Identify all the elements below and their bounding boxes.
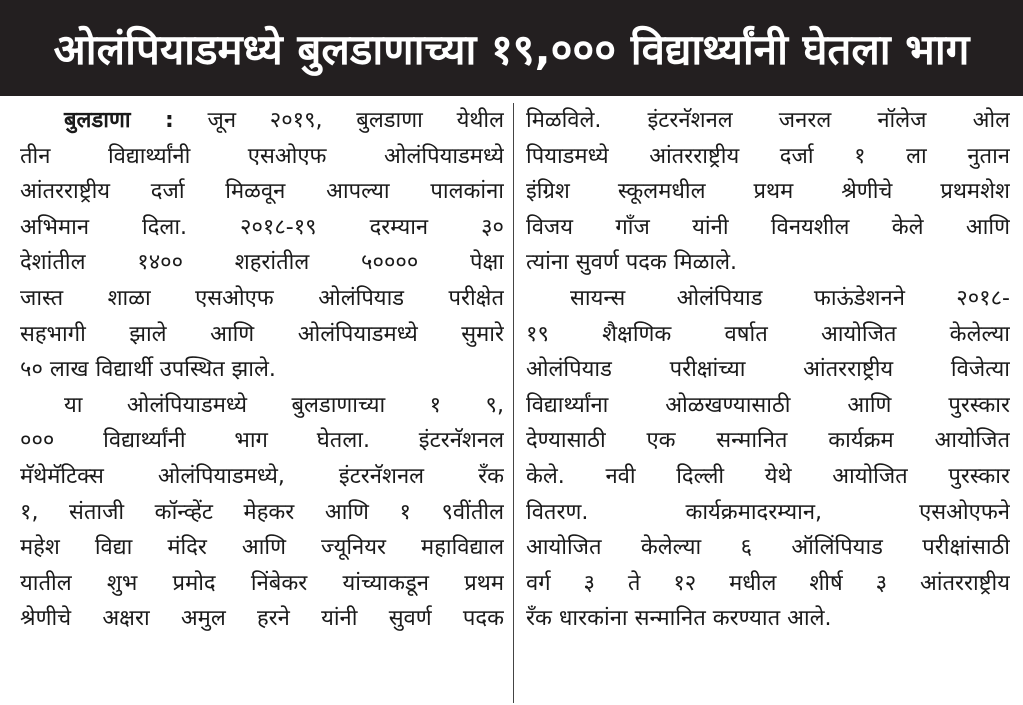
article-line: केले. नवी दिल्ली येथे आयोजित पुरस्कार	[526, 463, 1010, 489]
article-line: आंतरराष्ट्रीय दर्जा मिळवून आपल्या पालकांना	[20, 179, 504, 205]
article-line: देशांतील १४०० शहरांतील ५०००० पेक्षा	[20, 250, 504, 276]
article-line: अभिमान दिला. २०१८-१९ दरम्यान ३०	[20, 214, 504, 240]
article-line: यातील शुभ प्रमोद निंबेकर यांच्याकडून प्रथम	[20, 570, 504, 596]
article-line: मिळविले. इंटरनॅशनल जनरल नॉलेज ओल	[526, 108, 1010, 133]
left-column	[20, 103, 504, 637]
article-line: महेश विद्या मंदिर आणि ज्यूनियर महाविद्याल	[20, 535, 504, 561]
article-line: या ओलंपियाडमध्ये बुलडाणाच्या १ ९,	[64, 392, 504, 418]
article-line: १९ शैक्षणिक वर्षात आयोजित केलेल्या	[526, 321, 1010, 347]
column-divider	[513, 103, 514, 703]
dateline: बुलडाणा :	[64, 108, 174, 133]
article-line: १, संताजी कॉन्व्हेंट मेहकर आणि १ ९वींतील	[20, 499, 504, 525]
article-line: रँक धारकांना सन्मानित करण्यात आले.	[526, 606, 832, 632]
article-line: तीन विद्यार्थ्यांनी एसओएफ ओलंपियाडमध्ये	[20, 143, 504, 169]
article-line: देण्यासाठी एक सन्मानित कार्यक्रम आयोजित	[526, 428, 1010, 454]
article-line: श्रेणीचे अक्षरा अमुल हरने यांनी सुवर्ण पदक	[20, 606, 504, 632]
article-line: जास्त शाळा एसओएफ ओलंपियाड परीक्षेत	[20, 285, 504, 311]
right-column	[526, 103, 1010, 637]
article-line: विद्यार्थ्यांना ओळखण्यासाठी आणि पुरस्कार	[526, 392, 1010, 418]
article-line: सायन्स ओलंपियाड फाऊंडेशनने २०१८-	[570, 285, 1010, 311]
article-line: वर्ग ३ ते १२ मधील शीर्ष ३ आंतरराष्ट्रीय	[526, 570, 1010, 596]
article-line: इंग्रिश स्कूलमधील प्रथम श्रेणीचे प्रथमशेश	[526, 179, 1010, 205]
article-line: ००० विद्यार्थ्यांनी भाग घेतला. इंटरनॅशनल	[20, 428, 504, 454]
article-line: ५० लाख विद्यार्थी उपस्थित झाले.	[20, 357, 276, 383]
article-line: ओलंपियाड परीक्षांच्या आंतरराष्ट्रीय विजेत्या	[526, 357, 1010, 383]
headline: ओलंपियाडमध्ये बुलडाणाच्या १९,००० विद्यार्थ्यांनी घेतला भाग	[0, 0, 1023, 96]
article-line: आयोजित केलेल्या ६ ऑलिंपियाड परीक्षांसाठी	[526, 535, 1010, 561]
article-line: पियाडमध्ये आंतरराष्ट्रीय दर्जा १ ला नुतान	[526, 143, 1010, 169]
article-line	[20, 103, 504, 139]
article-line: मॅथेमॅटिक्स ओलंपियाडमध्ये, इंटरनॅशनल रँक	[20, 463, 504, 489]
article-line: वितरण. कार्यक्रमादरम्यान, एसओएफने	[526, 499, 1010, 525]
article-line: विजय गॉंज यांनी विनयशील केले आणि	[526, 214, 1010, 240]
article-line: त्यांना सुवर्ण पदक मिळाले.	[526, 250, 737, 276]
article-line: सहभागी झाले आणि ओलंपियाडमध्ये सुमारे	[20, 321, 504, 347]
article-text: जून २०१९, बुलडाणा येथील	[173, 108, 504, 133]
